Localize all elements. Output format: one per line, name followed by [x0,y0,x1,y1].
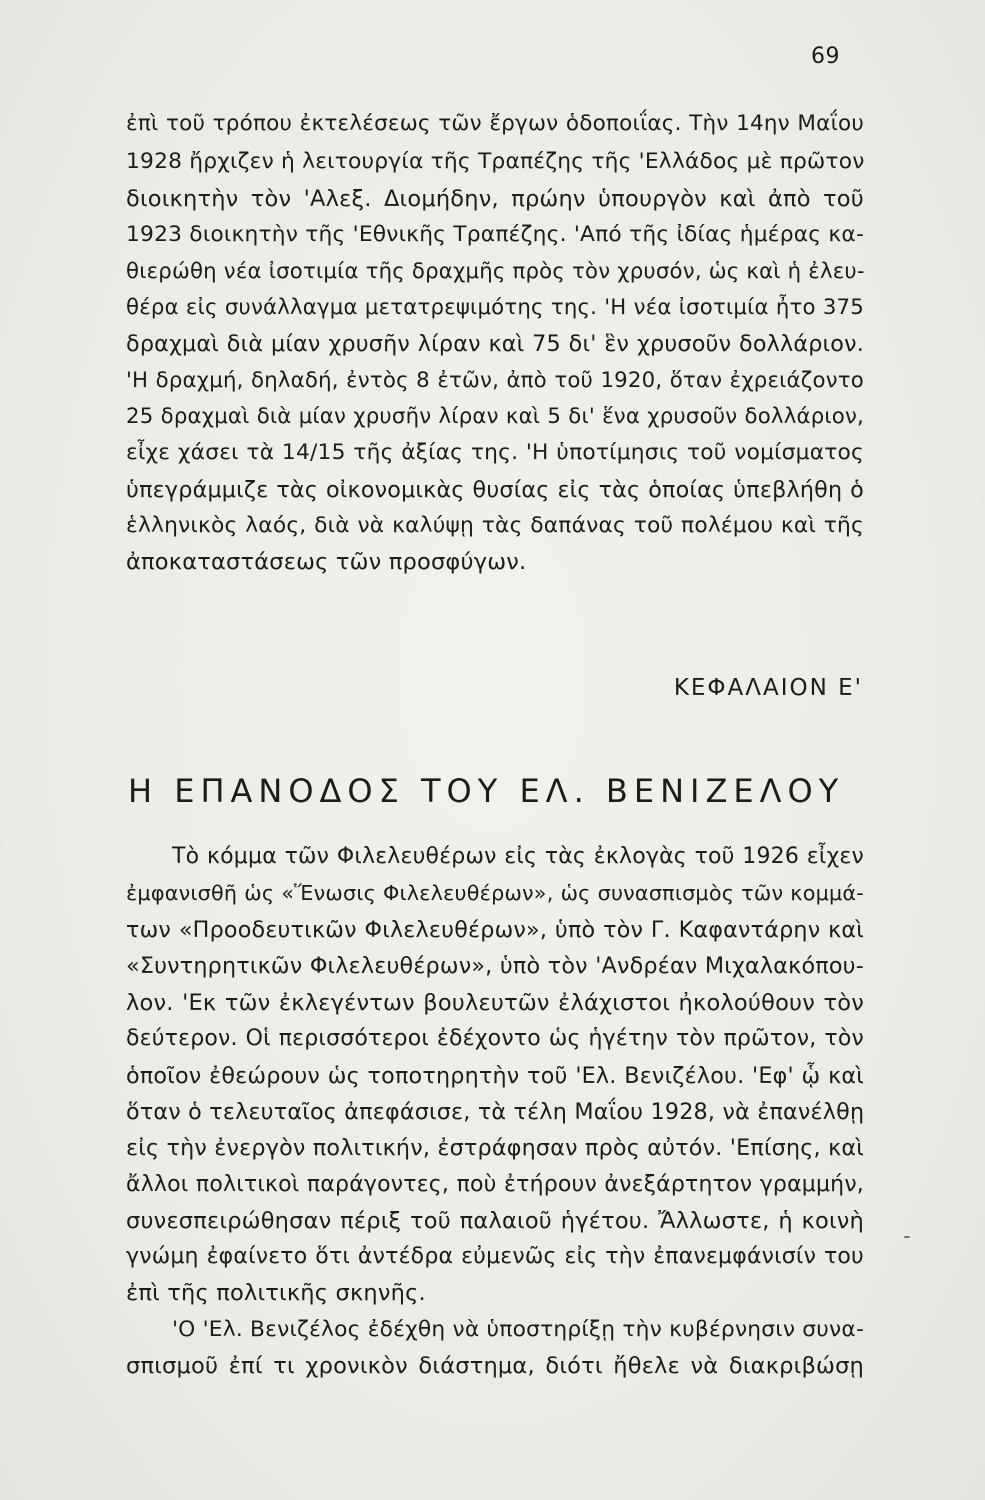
text-line: 25 δραχμαὶ διὰ μίαν χρυσῆν λίραν καὶ 5 δι' ἕνα χρυσοῦν δολλάριον, [126,404,864,429]
text-line: εἶχε χάσει τὰ 14/15 τῆς ἀξίας της. 'Η ὑποτίμησις τοῦ νομίσματος [126,440,864,465]
text-line: ὁποῖον ἐθεώρουν ὡς τοποτηρητὴν τοῦ 'Ελ. Βενιζέλου. 'Εφ' ᾧ καὶ [126,1063,864,1089]
text-line: 1928 ἤρχιζεν ἡ λειτουργία τῆς Τραπέζης τῆς 'Ελλάδος μὲ πρῶτον [126,149,865,174]
text-line: δραχμαὶ διὰ μίαν χρυσῆν λίραν καὶ 75 δι' ἓν χρυσοῦν δολλάριον. [126,331,864,357]
text-line: ὑπεγράμμιζε τὰς οἰκονομικὰς θυσίας εἰς τὰς ὁποίας ὑπεβλήθη ὁ [126,477,864,503]
text-line: εἰς τὴν ἐνεργὸν πολιτικήν, ἐστράφησαν πρὸς αὐτόν. 'Επίσης, καὶ [126,1135,864,1161]
chapter-label: ΚΕΦΑΛΑΙΟΝ Ε' [673,675,863,701]
text-line: ἐπὶ τῆς πολιτικῆς σκηνῆς. [126,1280,426,1306]
text-line: θιερώθη νέα ἰσοτιμία τῆς δραχμῆς πρὸς τὸν χρυσόν, ὡς καὶ ἡ ἐλευ- [126,259,865,284]
text-line: ἑλληνικὸς λαός, διὰ νὰ καλύψῃ τὰς δαπάνας τοῦ πολέμου καὶ τῆς [126,513,864,538]
page-number: 69 [811,44,840,69]
text-line: δεύτερον. Οἱ περισσότεροι ἐδέχοντο ὡς ἡγέτην τὸν πρῶτον, τὸν [126,1026,864,1051]
text-line: «Συντηρητικῶν Φιλελευθέρων», ὑπὸ τὸν 'Ανδρέαν Μιχαλακόπου- [126,953,864,979]
text-line: 1923 διοικητὴν τῆς 'Εθνικῆς Τραπέζης. 'Από τῆς ἰδίας ἡμέρας κα- [126,222,864,247]
text-line: 'Η δραχμή, δηλαδή, ἐντὸς 8 ἐτῶν, ἀπὸ τοῦ 1920, ὅταν ἐχρειάζοντο [126,368,864,393]
margin-mark [904,1236,910,1238]
text-line: συνεσπειρώθησαν πέριξ τοῦ παλαιοῦ ἡγέτου. Ἄλλωστε, ἡ κοινὴ [126,1208,864,1234]
text-line: των «Προοδευτικῶν Φιλελευθέρων», ὑπὸ τὸν Γ. Καφαντάρην καὶ [126,917,864,943]
text-line: λον. 'Εκ τῶν ἐκλεγέντων βουλευτῶν ἐλάχιστοι ἠκολούθουν τὸν [126,990,864,1016]
text-line: γνώμη ἐφαίνετο ὅτι ἀντέδρα εὐμενῶς εἰς τὴν ἐπανεμφάνισίν του [126,1244,864,1269]
text-line: ἄλλοι πολιτικοὶ παράγοντες, ποὺ ἐτήρουν ἀνεξάρτητον γραμμήν, [126,1172,864,1197]
text-line: ἐμφανισθῆ ὡς «Ἕνωσις Φιλελευθέρων», ὡς συνασπισμὸς τῶν κομμά- [126,881,864,905]
text-line: Τὸ κόμμα τῶν Φιλελευθέρων εἰς τὰς ἐκλογὰς τοῦ 1926 εἶχεν [172,844,864,869]
text-line: 'Ο 'Ελ. Βενιζέλος ἐδέχθη νὰ ὑποστηρίξῃ τὴν κυβέρνησιν συνα- [172,1317,864,1342]
chapter-title: Η ΕΠΑΝΟΔΟΣ ΤΟΥ ΕΛ. ΒΕΝΙΖΕΛΟΥ [128,772,845,810]
text-line: ὅταν ὁ τελευταῖος ἀπεφάσισε, τὰ τέλη Μαΐου 1928, νὰ ἐπανέλθῃ [126,1099,865,1125]
text-line: ἐπὶ τοῦ τρόπου ἐκτελέσεως τῶν ἔργων ὁδοποιΐας. Τὴν 14ην Μαΐου [126,111,864,136]
text-line: θέρα εἰς συνάλλαγμα μετατρεψιμότης της. 'Η νέα ἰσοτιμία ἦτο 375 [126,295,864,320]
text-line: διοικητὴν τὸν 'Αλεξ. Διομήδην, πρώην ὑπουργὸν καὶ ἀπὸ τοῦ [126,186,864,212]
text-line: σπισμοῦ ἐπί τι χρονικὸν διάστημα, διότι ἤθελε νὰ διακριβώσῃ [126,1353,864,1379]
text-line: ἀποκαταστάσεως τῶν προσφύγων. [126,549,527,575]
